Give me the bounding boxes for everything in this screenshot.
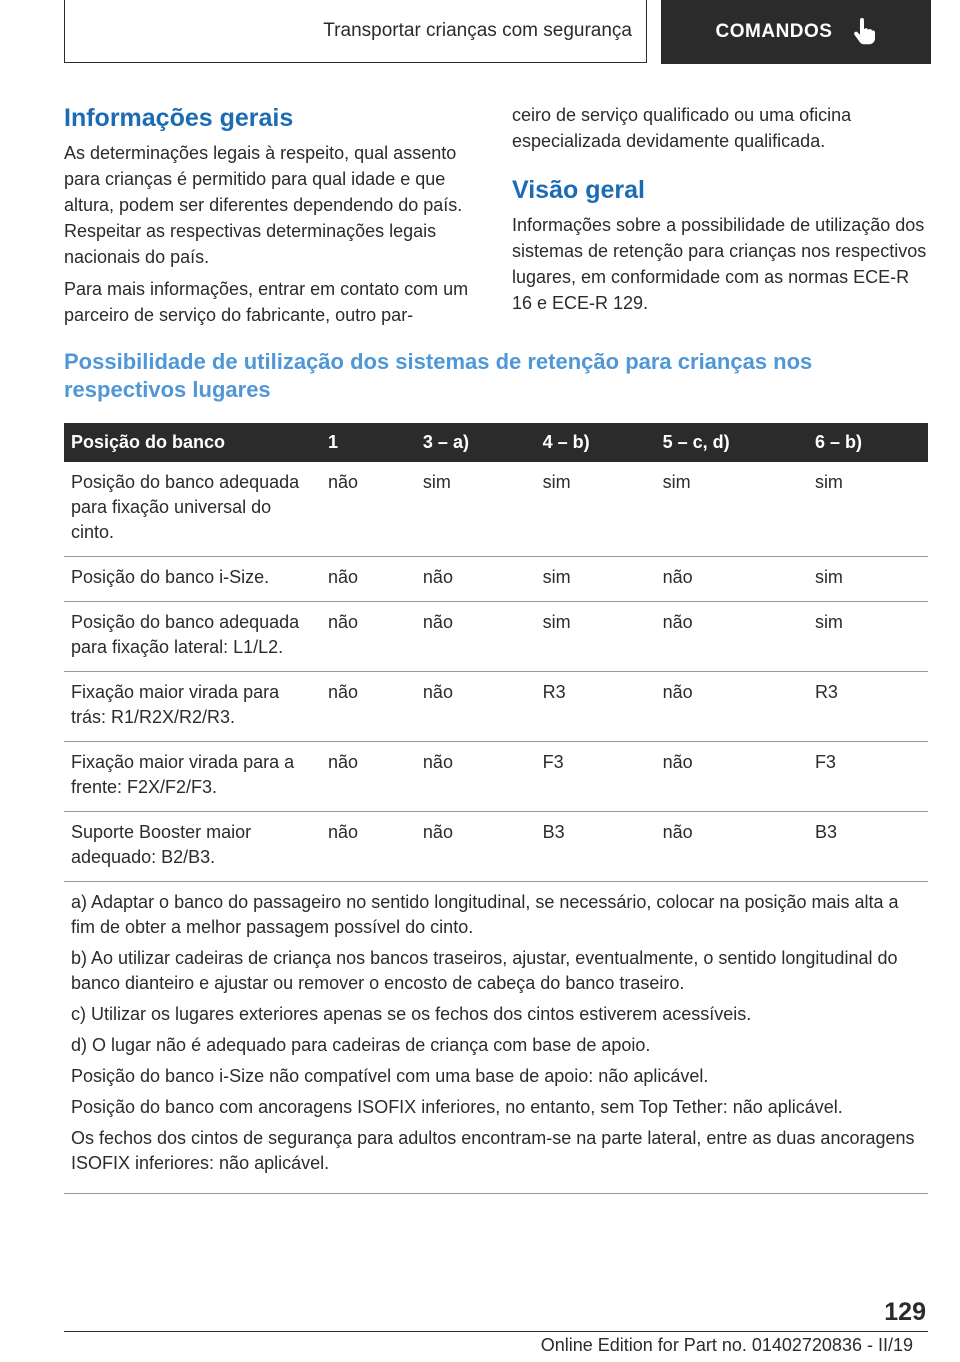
table-cell: Suporte Booster maior adequado: B2/B3. — [64, 812, 321, 882]
table-cell: F3 — [536, 742, 656, 812]
table-cell: sim — [536, 557, 656, 602]
column-header: 3 – a) — [416, 423, 536, 462]
table-cell: F3 — [808, 742, 928, 812]
table-cell: não — [321, 462, 416, 557]
paragraph-continuation: ceiro de serviço qualificado ou uma oficina especializada devidamente qualificada. — [512, 105, 852, 151]
column-header: 1 — [321, 423, 416, 462]
table-cell: não — [656, 602, 808, 672]
right-column — [512, 102, 928, 322]
footer-divider — [64, 1331, 928, 1332]
paragraph: As determinações legais à respeito, qual assento para crianças é permitido para qual idade e que altura, podem ser diferentes dependendo do país. Respeitar as respectivas determinações legais nacionais do país. — [64, 143, 463, 267]
table-cell: não — [321, 812, 416, 882]
table-cell: sim — [808, 462, 928, 557]
page-number: 129 — [884, 1298, 926, 1326]
table-cell: sim — [536, 602, 656, 672]
column-header: 5 – c, d) — [656, 423, 808, 462]
table-note: Posição do banco com ancoragens ISOFIX inferiores, no entanto, sem Top Tether: não aplicável. — [71, 1097, 843, 1117]
page-header — [0, 0, 960, 66]
edition-info: Online Edition for Part no. 01402720836 - II/19 — [540, 1335, 913, 1355]
table-cell: não — [656, 742, 808, 812]
column-header: Posição do banco — [64, 423, 321, 462]
table-row — [64, 557, 928, 602]
table-row — [64, 462, 928, 557]
table-cell: sim — [656, 462, 808, 557]
table-cell: sim — [536, 462, 656, 557]
table-row — [64, 672, 928, 742]
table-cell: Posição do banco adequada para fixação lateral: L1/L2. — [64, 602, 321, 672]
table-notes — [64, 882, 928, 1194]
table-note: a) Adaptar o banco do passageiro no sentido longitudinal, se necessário, colocar na posição mais alta a fim de obter a melhor passagem possível do cinto. — [71, 892, 899, 937]
table-row — [64, 602, 928, 672]
table-note: c) Utilizar os lugares exteriores apenas se os fechos dos cintos estiverem acessíveis. — [71, 1004, 752, 1024]
table-cell: não — [321, 602, 416, 672]
table-cell: B3 — [808, 812, 928, 882]
table-cell: não — [416, 602, 536, 672]
child-seat-table — [64, 423, 928, 1194]
table-cell: Fixação maior virada para a frente: F2X/F2/F3. — [64, 742, 321, 812]
table-cell: não — [321, 742, 416, 812]
section-tab-label: COMANDOS — [715, 21, 833, 42]
table-cell: sim — [808, 602, 928, 672]
table-note: b) Ao utilizar cadeiras de criança nos bancos traseiros, ajustar, eventualmente, o sentido longitudinal do banco dianteiro e ajustar ou remover o encosto de cabeça do banco traseiro. — [71, 948, 898, 993]
table-cell: sim — [808, 557, 928, 602]
table-cell: B3 — [536, 812, 656, 882]
table-note: Posição do banco i-Size não compatível com uma base de apoio: não aplicável. — [71, 1066, 709, 1086]
table-cell: não — [656, 557, 808, 602]
table-note: d) O lugar não é adequado para cadeiras de criança com base de apoio. — [71, 1035, 651, 1055]
paragraph: Informações sobre a possibilidade de utilização dos sistemas de retenção para crianças nos respectivos lugares, em conformidade com as normas ECE-R 16 e ECE-R 129. — [512, 215, 927, 313]
chapter-title: Transportar crianças com segurança — [323, 20, 632, 41]
table-cell: R3 — [808, 672, 928, 742]
table-cell: não — [416, 742, 536, 812]
table-cell: Fixação maior virada para trás: R1/R2X/R2/R3. — [64, 672, 321, 742]
table-header-row — [64, 423, 928, 462]
section-tab — [661, 0, 931, 64]
table-cell: sim — [416, 462, 536, 557]
column-header: 4 – b) — [536, 423, 656, 462]
table-title: Possibilidade de utilização dos sistemas de retenção para crianças nos respectivos lugares — [64, 349, 813, 402]
table-cell: Posição do banco i-Size. — [64, 557, 321, 602]
table-cell: não — [416, 672, 536, 742]
table-cell: não — [321, 557, 416, 602]
table-cell: não — [416, 812, 536, 882]
section-title-overview: Visão geral — [512, 176, 645, 204]
column-header: 6 – b) — [808, 423, 928, 462]
table-cell: não — [656, 672, 808, 742]
table-row — [64, 742, 928, 812]
table-cell: não — [416, 557, 536, 602]
table-cell: não — [656, 812, 808, 882]
section-title-general-info: Informações gerais — [64, 104, 294, 132]
table-note: Os fechos dos cintos de segurança para adultos encontram-se na parte lateral, entre as duas ancoragens ISOFIX inferiores: não aplicável. — [71, 1128, 915, 1173]
table-row — [64, 812, 928, 882]
paragraph: Para mais informações, entrar em contato com um parceiro de serviço do fabricante, outro par- — [64, 279, 469, 325]
table-notes-row — [64, 882, 928, 1194]
left-column — [64, 102, 478, 334]
table-cell: R3 — [536, 672, 656, 742]
table-cell: Posição do banco adequada para fixação universal do cinto. — [64, 462, 321, 557]
table-cell: não — [321, 672, 416, 742]
chapter-title-box — [64, 0, 647, 63]
hand-pointer-icon — [852, 18, 876, 46]
